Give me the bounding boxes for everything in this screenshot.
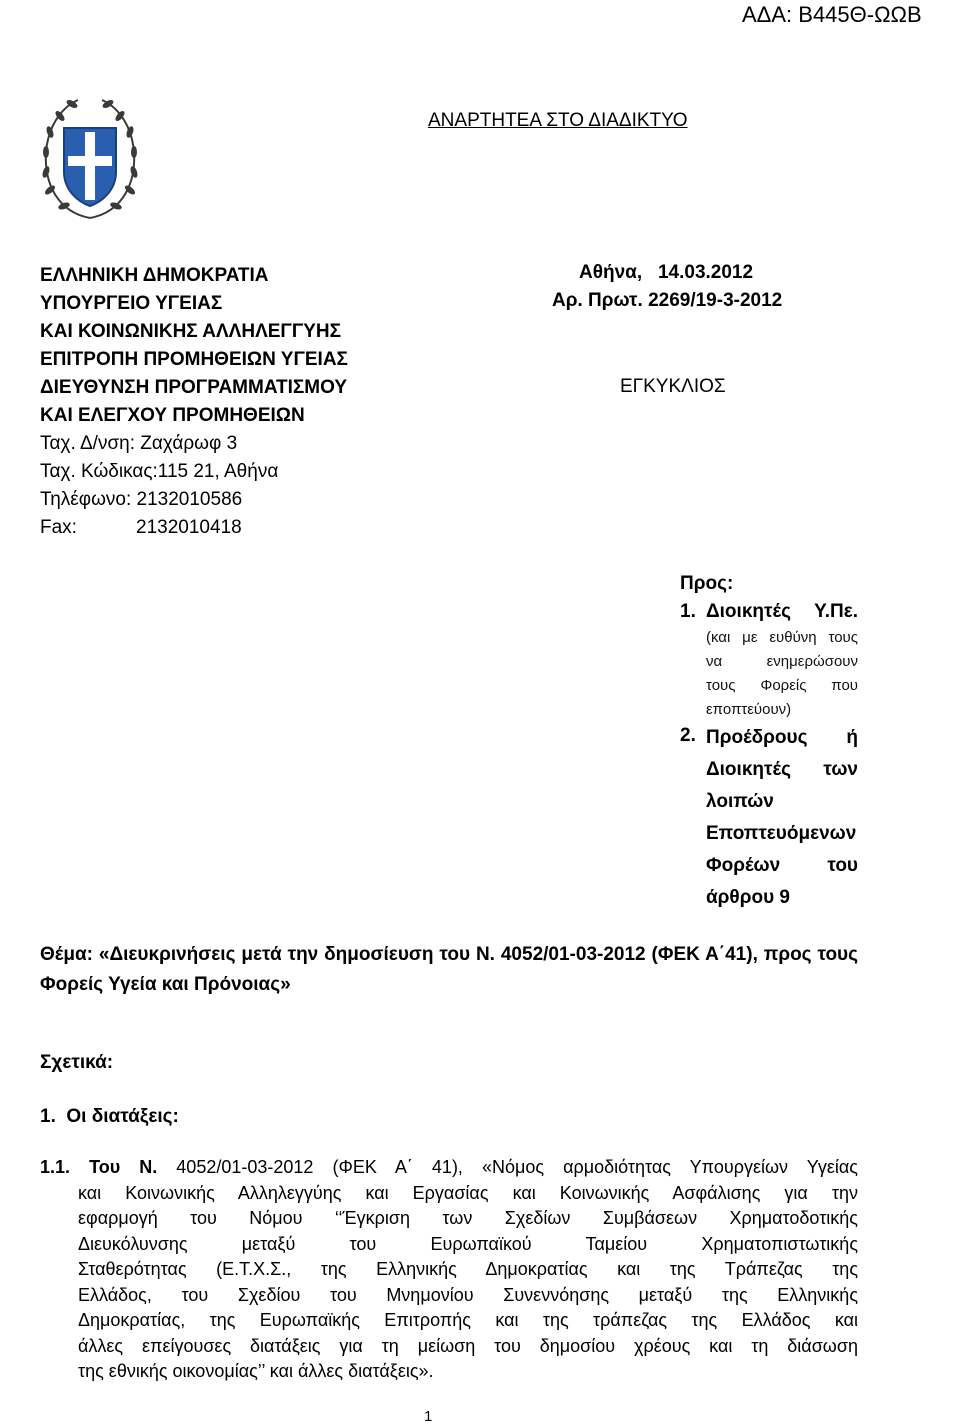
- recipient-note-1: (και με ευθύνη τους: [706, 629, 858, 646]
- sender-address: Ταχ. Δ/νση: Ζαχάρωφ 3: [40, 433, 238, 454]
- paragraph-lead: 1.1. Του Ν.: [40, 1157, 158, 1177]
- recipient-number: 1.: [680, 601, 696, 622]
- paragraph-line: εφαρμογή του Νόμου ‘‘Έγκριση των Σχεδίων Συμβάσεων Χρηματοδοτικής: [78, 1208, 858, 1228]
- page-number: 1: [424, 1408, 433, 1425]
- paragraph-line: και Κοινωνικής Αλληλεγγύης και Εργασίας και Κοινωνικής Ασφάλισης για την: [78, 1182, 858, 1203]
- sender-line-1: ΕΛΛΗΝΙΚΗ ΔΗΜΟΚΡΑΤΙΑ: [40, 265, 269, 286]
- recipient-line-2: Διοικητές των: [706, 759, 858, 780]
- recipient-item-2: [680, 722, 858, 914]
- sender-line-4: ΕΠΙΤΡΟΠΗ ΠΡΟΜΗΘΕΙΩΝ ΥΓΕΙΑΣ: [40, 349, 348, 370]
- sender-line-3: ΚΑΙ ΚΟΙΝΩΝΙΚΗΣ ΑΛΛΗΛΕΓΓΥΗΣ: [40, 321, 342, 342]
- fax-label: Fax:: [40, 517, 77, 538]
- recipient-line-5: Φορέων του: [706, 855, 858, 876]
- sender-postal: Ταχ. Κώδικας:115 21, Αθήνα: [40, 461, 279, 482]
- paragraph-first-line: [40, 1155, 858, 1181]
- date-line: Αθήνα, 14.03.2012: [579, 262, 754, 283]
- recipient-note-2: να ενημερώσουν: [706, 653, 858, 670]
- paragraph-line: Δημοκρατίας, της Ευρωπαϊκής Επιτροπής και της τράπεζας της Ελλάδος και: [78, 1310, 858, 1330]
- paragraph-line: Διευκόλυνσης μεταξύ του Ευρωπαϊκού Ταμείου Χρηματοπιστωτικής: [78, 1233, 858, 1254]
- recipient-note-3: τους Φορείς που: [706, 677, 858, 694]
- related-title: Σχετικά:: [40, 1052, 114, 1073]
- paragraph-line: άλλες επείγουσες διατάξεις για τη μείωση του δημοσίου χρέους και τη διάσωση: [78, 1335, 858, 1356]
- sender-line-5: ΔΙΕΥΘΥΝΣΗ ΠΡΟΓΡΑΜΜΑΤΙΣΜΟΥ: [40, 377, 348, 398]
- recipient-line-4: Εποπτευόμενων: [706, 823, 857, 844]
- paragraph-line: Ελλάδος, του Σχεδίου του Μνημονίου Συνεννόησης μεταξύ της Ελληνικής: [78, 1284, 858, 1305]
- doc-type: ΕΓΚΥΚΛΙΟΣ: [620, 376, 726, 397]
- paragraph-last-line: της εθνικής οικονομίας’’ και άλλες διατάξεις».: [78, 1361, 434, 1381]
- paragraph-line: Σταθερότητας (Ε.Τ.Χ.Σ., της Ελληνικής Δημοκρατίας και της Τράπεζας της: [78, 1259, 858, 1279]
- recipient-line-3: λοιπών: [706, 791, 774, 812]
- greek-emblem-icon: [40, 94, 140, 222]
- sender-line-2: ΥΠΟΥΡΓΕΙΟ ΥΓΕΙΑΣ: [40, 293, 223, 314]
- recipients-title: Προς:: [680, 573, 734, 594]
- ada-code: ΑΔΑ: Β445Θ-ΩΩΒ: [742, 2, 922, 27]
- recipient-note-4: εποπτεύουν): [706, 701, 792, 718]
- sender-phone: Τηλέφωνο: 2132010586: [40, 489, 243, 510]
- orders-title: 1. Οι διατάξεις:: [40, 1106, 179, 1127]
- protocol-line: Αρ. Πρωτ. 2269/19-3-2012: [552, 290, 783, 311]
- fax-value: 2132010418: [136, 517, 242, 538]
- recipients-block: [680, 570, 858, 914]
- sender-fax: [40, 514, 520, 542]
- recipient-line-1: Προέδρους ή: [706, 727, 858, 748]
- paragraph-1-1: [40, 1155, 858, 1385]
- publish-notice: ΑΝΑΡΤΗΤΕΑ ΣΤΟ ΔΙΑΔΙΚΤΥΟ: [428, 110, 688, 131]
- sender-line-6: ΚΑΙ ΕΛΕΓΧΟΥ ΠΡΟΜΗΘΕΙΩΝ: [40, 405, 305, 426]
- sender-block: [40, 262, 520, 542]
- subject-line: Θέμα: «Διευκρινήσεις μετά την δημοσίευση του Ν. 4052/01-03-2012 (ΦΕΚ Α΄41), προς τους Φορείς Υγεία και Πρόνοιας»: [40, 944, 858, 995]
- recipient-main: Διοικητές Υ.Πε.: [706, 601, 858, 622]
- recipient-line-6: άρθρου 9: [706, 887, 790, 908]
- paragraph-first-rest: 4052/01-03-2012 (ΦΕΚ Α΄ 41), «Νόμος αρμοδιότητας Υπουργείων Υγείας: [176, 1157, 858, 1177]
- recipient-item-1: [680, 598, 858, 722]
- recipient-number: 2.: [680, 725, 696, 746]
